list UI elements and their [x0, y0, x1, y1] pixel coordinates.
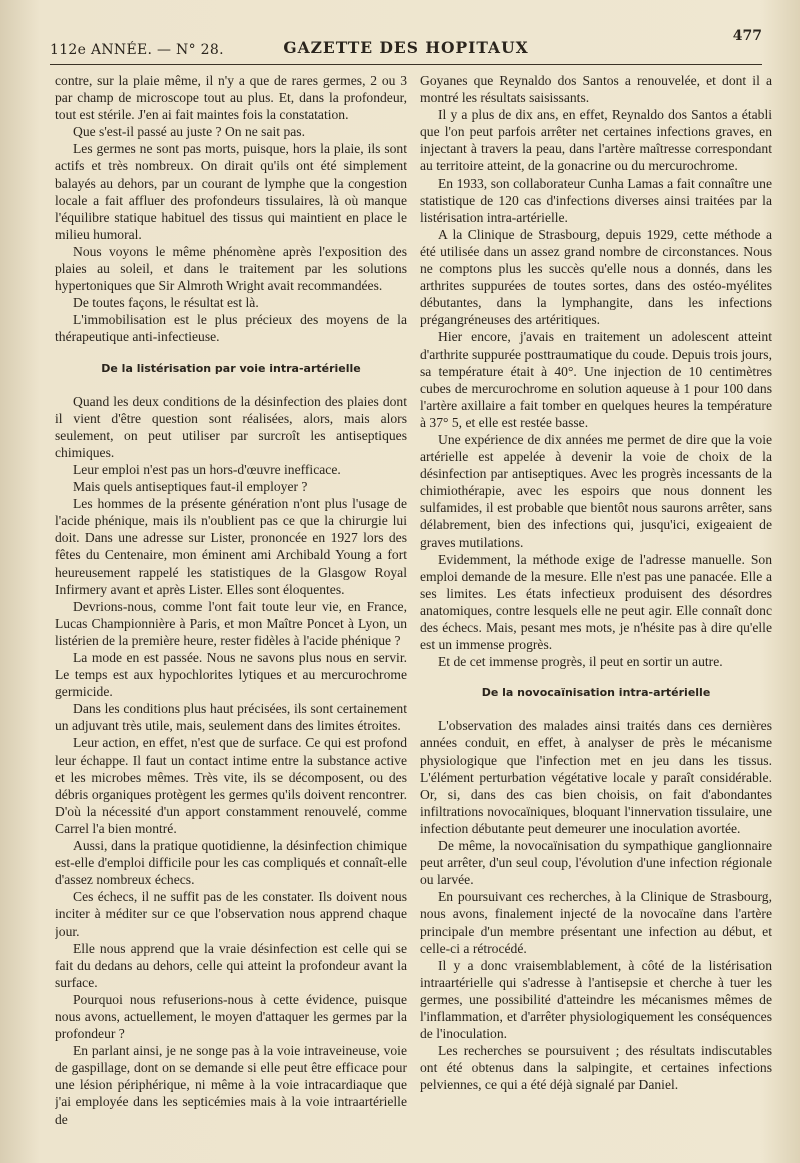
left-column	[55, 72, 407, 1147]
right-column-text-b	[420, 717, 772, 1093]
paragraph: L'observation des malades ainsi traités dans ces dernières années conduit, en effet, à analyser de près le mécanisme physiologique que l'infection met en jeu dans les tissus. L'élément perturbation végétative locale y paraît considérable. Or, si, dans des cas bien choisis, on fait d'abondantes infiltrations novocaïniques, bloquant l'innervation tissulaire, une infection débutante peut demeurer une inoculation avortée.	[420, 718, 772, 836]
paragraph: Les recherches se poursuivent ; des résultats indiscutables ont été obtenus dans la salpingite, et certaines infections pelviennes, ce qui a été déjà signalé par Daniel.	[420, 1043, 772, 1093]
paragraph: Pourquoi nous refuserions-nous à cette évidence, puisque nous avons, actuellement, le moyen d'attaquer les germes par la profondeur ?	[55, 991, 407, 1042]
paragraph: En 1933, son collaborateur Cunha Lamas a fait connaître une statistique de 120 cas d'infections diverses ainsi traitées par la listérisation intra-artérielle.	[420, 175, 772, 225]
paragraph: De même, la novocaïnisation du sympathique ganglionnaire peut arrêter, d'un seul coup, l'évolution d'une infection régionale ou larvée.	[420, 838, 772, 888]
paragraph: Il y a plus de dix ans, en effet, Reynaldo dos Santos a établi que l'on peut parfois arrêter net certaines infections graves, en injectant à travers la peau, dans l'artère maîtresse correspondant au territoire atteint, de la gonacrine ou du mercurochrome.	[420, 107, 772, 174]
paragraph: L'immobilisation est le plus précieux des moyens de la thérapeutique anti-infectieuse.	[55, 312, 407, 345]
issue-info: 112e ANNÉE. — N° 28.	[50, 42, 224, 58]
paragraph: Nous voyons le même phénomène après l'exposition des plaies au soleil, et dans le traitement par les solutions hypertoniques que Sir Almroth Wright avait recommandées.	[55, 243, 407, 294]
section-heading-novocainisation: De la novocaïnisation intra-artérielle	[481, 686, 711, 700]
right-column	[420, 72, 772, 1147]
paragraph: Une expérience de dix années me permet de dire que la voie artérielle est appelée à devenir la voie de choix de la désinfection par antiseptiques. Avec les progrès incessants de la chimiothérapie, avec les espoirs que nous donnent les sulfamides, il est probable que bientôt nous saurons arrêter, sans délabrement, bien des infections qui, jusqu'ici, exigeaient de graves mutilations.	[420, 431, 772, 550]
journal-title: GAZETTE DES HOPITAUX	[283, 38, 529, 57]
paragraph: Devrions-nous, comme l'ont fait toute leur vie, en France, Lucas Championnière à Paris, et mon Maître Poncet à Lyon, un listérien de la première heure, rester fidèles à l'acide phénique ?	[55, 598, 407, 648]
paragraph: Il y a donc vraisemblablement, à côté de la listérisation intraartérielle qui s'adresse à l'antisepsie et cherche à tuer les germes, une possibilité d'atteindre les mécanismes mêmes de l'inflammation, et d'arrêter physiologiquement les conséquences de l'inoculation.	[420, 957, 772, 1042]
paragraph: La mode en est passée. Nous ne savons plus nous en servir. Le temps est aux hypochlorites lytiques et au mercurochrome germicide.	[55, 650, 407, 700]
paragraph: Dans les conditions plus haut précisées, ils sont certainement un adjuvant très utile, mais, seulement dans des limites étroites.	[55, 701, 407, 734]
paragraph: Evidemment, la méthode exige de l'adresse manuelle. Son emploi demande de la mesure. Elle n'est pas une panacée. Elle a ses limites. Les états infectieux produisent des désordres anatomiques, contre lesquels elle ne peut agir. Elle connaît donc des échecs. Mais, pesant mes mots, je n'hésite pas à dire qu'elle est un immense progrès.	[420, 551, 772, 653]
paragraph: contre, sur la plaie même, il n'y a que de rares germes, 2 ou 3 par champ de microscope tout au plus. Et, dans la profondeur, tout est stérile. J'en ai fait maintes fois la constatation.	[55, 73, 407, 123]
paragraph: Hier encore, j'avais en traitement un adolescent atteint d'arthrite suppurée posttraumatique du coude. Depuis trois jours, sa température était à 40°. Une injection de 10 centimètres cubes de mercurochrome en solution aqueuse à 1 pour 100 dans l'artère axillaire a fait tomber en quelques heures la température à 37° 5, et elle est restée basse.	[420, 329, 772, 430]
paragraph: Goyanes que Reynaldo dos Santos a renouvelée, et dont il a montré les résultats saisissants.	[420, 73, 772, 106]
paragraph: Ces échecs, il ne suffit pas de les constater. Ils doivent nous inciter à méditer sur ce que l'observation nous apprend chaque jour.	[55, 889, 407, 939]
paragraph: Leur emploi n'est pas un hors-d'œuvre inefficace.	[73, 461, 341, 477]
paragraph: Aussi, dans la pratique quotidienne, la désinfection chimique est-elle d'emploi difficile pour les cas compliqués et connaît-elle d'assez nombreux échecs.	[55, 838, 407, 888]
paragraph: De toutes façons, le résultat est là.	[73, 295, 259, 311]
right-column-text-a	[420, 72, 772, 670]
paragraph: Mais quels antiseptiques faut-il employer ?	[73, 479, 308, 495]
paragraph: Les germes ne sont pas morts, puisque, hors la plaie, ils sont actifs et très nombreux. On dirait qu'ils ont été simplement balayés au dehors, par un courant de lymphe que la congestion locale a fait affluer des profondeurs tissulaires, là où manque l'équilibre statique habituel des tissus qui maintient en place le milieu humoral.	[55, 141, 407, 242]
paragraph: Leur action, en effet, n'est que de surface. Ce qui est profond leur échappe. Il faut un contact intime entre la substance active et les microbes mêmes. Très vite, ils se décomposent, ou des débris organiques protègent les germes qu'ils doivent rencontrer. D'où la nécessité d'un apport constamment renouvelé, comme Carrel l'a bien montré.	[55, 735, 407, 836]
page-number: 477	[732, 28, 762, 44]
paragraph: A la Clinique de Strasbourg, depuis 1929, cette méthode a été utilisée dans un assez grand nombre de circonstances. Nous ne comptons plus les succès qu'elle nous a donnés, dans les arthrites suppurées de toutes sortes, dans des ostéo-myélites débutantes, dans la lymphangite, dans les infections prégangréneuses des artéritiques.	[420, 226, 772, 328]
paragraph: En parlant ainsi, je ne songe pas à la voie intraveineuse, voie de gaspillage, dont on se demande si elle peut être efficace pour une lésion périphérique, ni même à la voie intracardiaque que j'ai employée dans les septicémies mais à la voie intraartérielle de	[55, 1043, 407, 1127]
left-column-text-b	[55, 393, 407, 1128]
paragraph: Et de cet immense progrès, il peut en sortir un autre.	[438, 654, 723, 670]
left-column-text-a	[55, 72, 407, 346]
paragraph: Les hommes de la présente génération n'ont plus l'usage de l'acide phénique, mais ils n'oublient pas ce que la chirurgie lui doit. Dans une adresse sur Lister, prononcée en 1927 lors des fêtes du Centenaire, mon éminent ami Archibald Young a fort heureusement rappelé les statistiques de la Glasgow Royal Infirmery avant et après Lister. Elles sont éloquentes.	[55, 496, 407, 597]
paragraph: Quand les deux conditions de la désinfection des plaies dont il vient d'être question sont réalisées, alors, mais alors seulement, on peut utiliser par surcroît les antiseptiques chimiques.	[55, 393, 407, 460]
paragraph: Elle nous apprend que la vraie désinfection est celle qui se fait du dedans au dehors, celle qui atteint la profondeur avant la surface.	[55, 940, 407, 990]
paragraph: En poursuivant ces recherches, à la Clinique de Strasbourg, nous avons, finalement injecté de la novocaïne dans l'artère principale d'un membre présentant une infection au début, et celle-ci a rétrocédé.	[420, 889, 772, 956]
paragraph: Que s'est-il passé au juste ? On ne sait pas.	[73, 124, 305, 140]
section-heading-listerisation: De la listérisation par voie intra-artérielle	[101, 361, 361, 375]
page-header	[50, 28, 762, 65]
